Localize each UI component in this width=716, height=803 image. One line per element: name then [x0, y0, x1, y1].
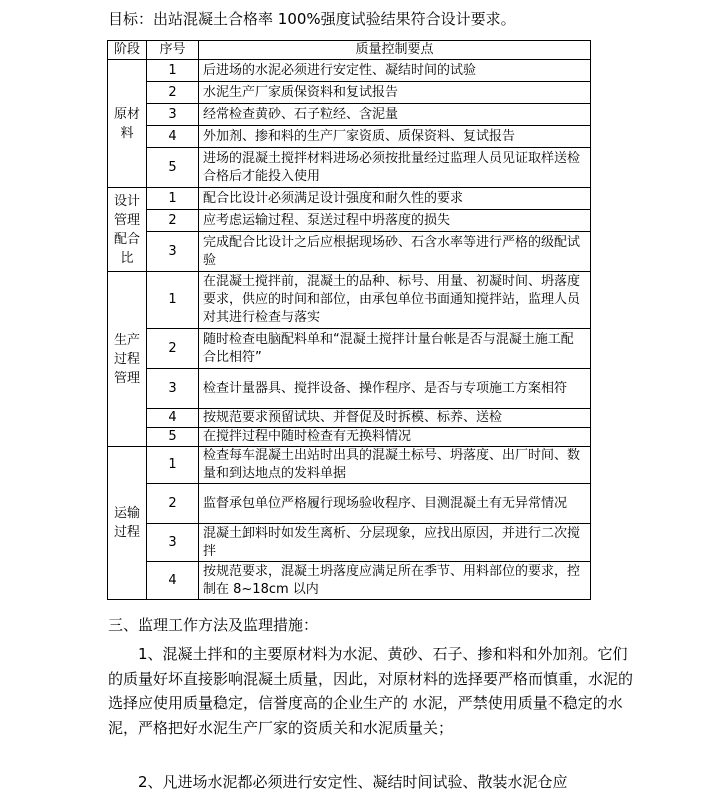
row-number: 2: [147, 484, 199, 524]
control-point: 外加剂、掺和料的生产厂家资质、质保资料、复试报告: [199, 126, 591, 148]
row-number: 4: [147, 562, 199, 600]
control-point: 在搅拌过程中随时检查有无换料情况: [199, 428, 591, 447]
table-row: [108, 409, 591, 428]
quality-control-table: [107, 40, 591, 600]
stage-label: 运输过程: [113, 506, 140, 540]
control-point: 监督承包单位严格履行现场验收程序、目测混凝土有无异常情况: [199, 484, 591, 524]
goal-statement: 目标：出站混凝土合格率 100%强度试验结果符合设计要求。: [108, 10, 516, 28]
table-row: [108, 428, 591, 447]
stage-label: 生产过程管理: [113, 332, 140, 386]
stage-cell: [108, 447, 147, 600]
control-point: 检查每车混凝土出站时出具的混凝土标号、坍落度、出厂时间、数量和到达地点的发料单据: [199, 447, 591, 484]
row-number: 5: [147, 428, 199, 447]
row-number: 2: [147, 210, 199, 232]
table-row: [108, 82, 591, 104]
stage-cell: [108, 60, 147, 188]
row-number: 2: [147, 329, 199, 369]
header-number: 序号: [147, 41, 199, 60]
control-point: 按规范要求，混凝土坍落度应满足所在季节、用料部位的要求，控制在 8~18cm 以内: [199, 562, 591, 600]
table-header-row: [108, 41, 591, 60]
stage-label: 设计管理配合比: [113, 193, 140, 266]
row-number: 3: [147, 104, 199, 126]
control-point: 经常检查黄砂、石子粒经、含泥量: [199, 104, 591, 126]
paragraph: 2、凡进场水泥都必须进行安定性、凝结时间试验、散装水泥仓应: [138, 773, 568, 791]
row-number: 1: [147, 272, 199, 329]
table-row: [108, 210, 591, 232]
control-point: 检查计量器具、搅拌设备、操作程序、是否与专项施工方案相符: [199, 369, 591, 409]
control-point: 混凝土卸料时如发生离析、分层现象，应找出原因，并进行二次搅拌: [199, 524, 591, 562]
row-number: 3: [147, 369, 199, 409]
table-row: [108, 126, 591, 148]
table-row: [108, 524, 591, 562]
stage-label: 原材料: [113, 106, 140, 141]
control-point: 后进场的水泥必须进行安定性、凝结时间的试验: [199, 60, 591, 82]
control-point: 水泥生产厂家质保资料和复试报告: [199, 82, 591, 104]
row-number: 1: [147, 188, 199, 210]
paragraph: 1、混凝土拌和的主要原材料为水泥、黄砂、石子、掺和料和外加剂。它们的质量好坏直接影响混凝土质量，因此，对原材料的选择要严格而慎重，水泥的选择应使用质量稳定，信誉度高的企业生产的 水泥，严禁使用质量不稳定的水泥，严格把好水泥生产厂家的资质关和水泥质量关；: [108, 645, 634, 737]
header-stage: 阶段: [108, 41, 147, 60]
table-row: [108, 369, 591, 409]
stage-cell: [108, 272, 147, 447]
control-point: 配合比设计必须满足设计强度和耐久性的要求: [199, 188, 591, 210]
row-number: 1: [147, 60, 199, 82]
control-point: 随时检查电脑配料单和“混凝土搅拌计量台帐是否与混凝土施工配合比相符”: [199, 329, 591, 369]
table-row: [108, 188, 591, 210]
row-number: 5: [147, 148, 199, 188]
row-number: 3: [147, 232, 199, 272]
table-row: [108, 447, 591, 484]
section-heading: 三、监理工作方法及监理措施：: [108, 616, 319, 634]
row-number: 1: [147, 447, 199, 484]
control-point: 进场的混凝土搅拌材料进场必须按批量经过监理人员见证取样送检合格后才能投入使用: [199, 148, 591, 188]
table-row: [108, 232, 591, 272]
table-row: [108, 272, 591, 329]
row-number: 2: [147, 82, 199, 104]
row-number: 4: [147, 126, 199, 148]
control-point: 完成配合比设计之后应根据现场砂、石含水率等进行严格的级配试验: [199, 232, 591, 272]
table-row: [108, 104, 591, 126]
control-point: 在混凝土搅拌前，混凝土的品种、标号、用量、初凝时间、坍落度要求，供应的时间和部位，由承包单位书面通知搅拌站，监理人员对其进行检查与落实: [199, 272, 591, 329]
control-point: 按规范要求预留试块、并督促及时拆模、标养、送检: [199, 409, 591, 428]
table-row: [108, 562, 591, 600]
control-point: 应考虑运输过程、泵送过程中坍落度的损失: [199, 210, 591, 232]
table-row: [108, 484, 591, 524]
table-row: [108, 329, 591, 369]
row-number: 3: [147, 524, 199, 562]
row-number: 4: [147, 409, 199, 428]
header-control-points: 质量控制要点: [199, 41, 591, 60]
table-row: [108, 60, 591, 82]
table-row: [108, 148, 591, 188]
stage-cell: [108, 188, 147, 272]
